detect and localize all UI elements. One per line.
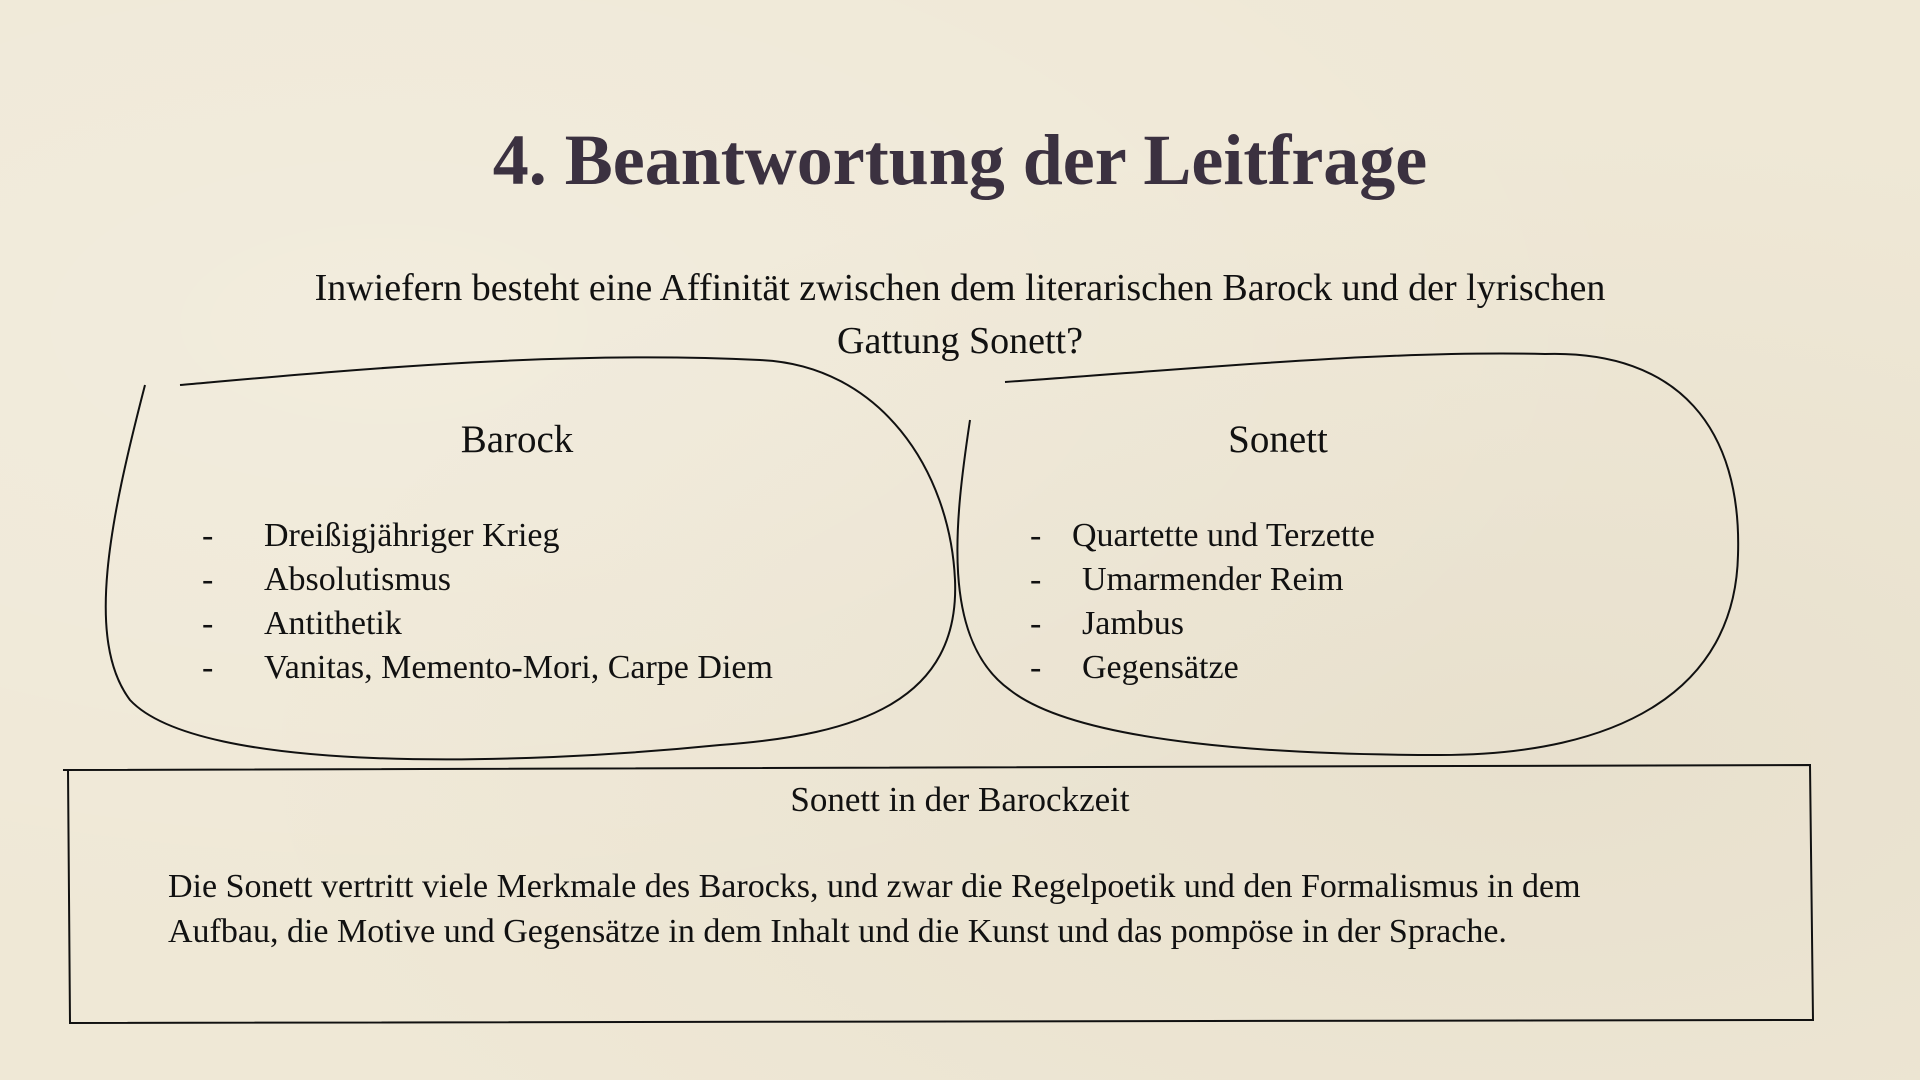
list-dash: - xyxy=(1030,605,1042,642)
list-dash: - xyxy=(202,649,214,686)
list-dash: - xyxy=(202,561,214,598)
list-dash: - xyxy=(1030,517,1042,554)
guiding-question-line: Inwiefern besteht eine Affinität zwischen dem literarischen Barock und der lyrischen xyxy=(314,267,1606,309)
list-item-text: Jambus xyxy=(1082,605,1184,642)
list-item xyxy=(202,646,902,690)
list-dash: - xyxy=(1030,561,1042,598)
list-dash: - xyxy=(1030,649,1042,686)
guiding-question xyxy=(220,262,1700,368)
slide-title: 4. Beantwortung der Leitfrage xyxy=(492,120,1428,200)
list-item-text: Umarmender Reim xyxy=(1082,561,1344,598)
list-item xyxy=(202,602,902,646)
barock-heading: Barock xyxy=(460,418,574,461)
barock-list xyxy=(202,514,902,690)
list-item xyxy=(1030,602,1630,646)
list-item xyxy=(1030,514,1630,558)
list-item-text: Dreißigjähriger Krieg xyxy=(264,517,560,554)
list-item xyxy=(1030,646,1630,690)
summary-heading: Sonett in der Barockzeit xyxy=(790,780,1130,819)
guiding-question-line: Gattung Sonett? xyxy=(837,320,1083,362)
list-item-text: Antithetik xyxy=(264,605,402,642)
summary-text-line: Die Sonett vertritt viele Merkmale des Barocks, und zwar die Regelpoetik und den Formalismus in dem xyxy=(168,868,1581,905)
summary-text-line: Aufbau, die Motive und Gegensätze in dem Inhalt und die Kunst und das pompöse in der Sprache. xyxy=(168,913,1507,950)
list-item-text: Vanitas, Memento-Mori, Carpe Diem xyxy=(264,649,773,686)
list-item xyxy=(202,558,902,602)
list-item-text: Quartette und Terzette xyxy=(1072,517,1375,554)
list-item-text: Gegensätze xyxy=(1082,649,1239,686)
list-item xyxy=(202,514,902,558)
summary-text xyxy=(168,864,1768,954)
sonett-list xyxy=(1030,514,1630,690)
sonett-heading: Sonett xyxy=(1228,418,1328,461)
list-dash: - xyxy=(202,517,214,554)
list-item-text: Absolutismus xyxy=(264,561,452,598)
list-dash: - xyxy=(202,605,214,642)
list-item xyxy=(1030,558,1630,602)
